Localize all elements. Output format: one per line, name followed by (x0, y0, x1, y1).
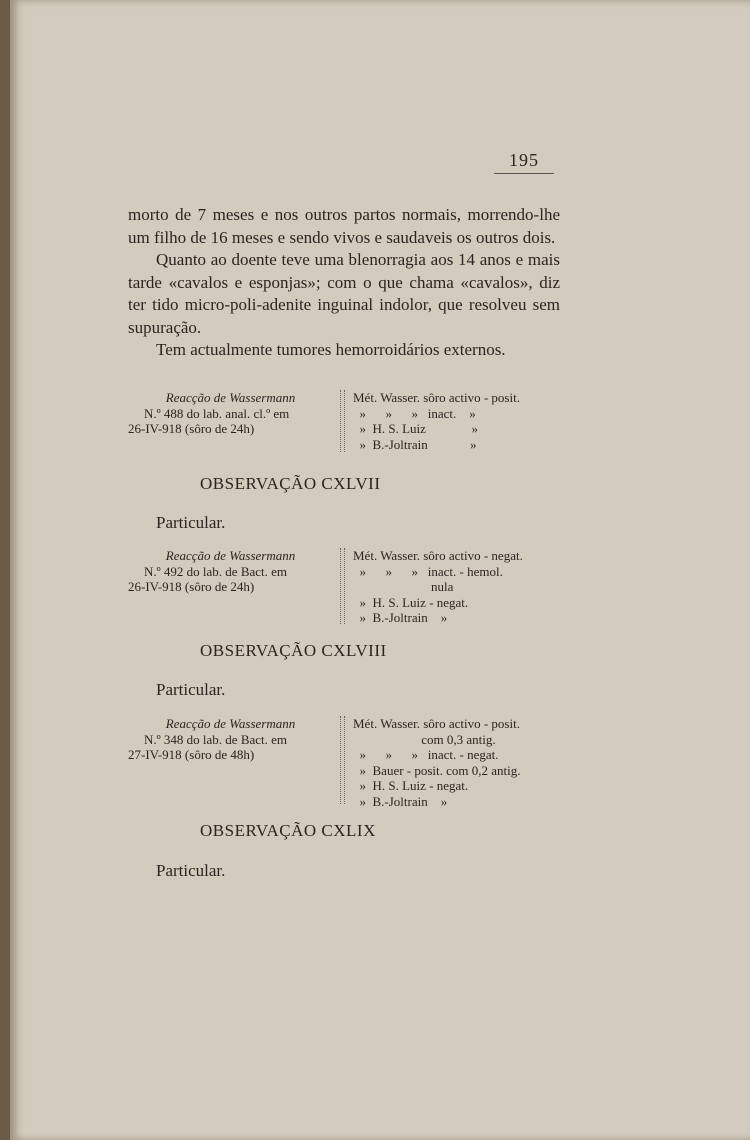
page-number: 195 (494, 150, 554, 174)
result-line: nula (353, 579, 454, 594)
reaction-lab-number: N.º 348 do lab. de Bact. em (144, 731, 288, 747)
reaction-lab-number: N.º 488 do lab. anal. cl.º em (144, 405, 290, 421)
result-line: » » » inact. - hemol. (353, 563, 503, 579)
reaction-sample-info (128, 390, 333, 437)
result-line: » Bauer - posit. com 0,2 antig. (353, 762, 521, 778)
reaction-sample-info (128, 548, 333, 595)
observation-heading: OBSERVAÇÃO CXLVIII (200, 641, 387, 660)
result-line: » B.-Joltrain » (353, 793, 448, 809)
result-line: » » » inact. » (353, 405, 476, 421)
result-line: » B.-Joltrain » (353, 436, 477, 452)
reaction-title: Reacção de Wassermann (165, 390, 296, 405)
dotted-divider (340, 716, 345, 804)
observation-text: Particular. (156, 861, 226, 880)
observation-heading: OBSERVAÇÃO CXLVII (200, 474, 381, 493)
result-line: » » » inact. - negat. (353, 747, 499, 762)
result-line: Mét. Wasser. sôro activo - posit. (353, 716, 520, 731)
reaction-date: 26-IV-918 (sôro de 24h) (128, 579, 255, 594)
reaction-results (353, 390, 565, 452)
paragraph: Tem actualmente tumores hemorroidários externos. (156, 340, 506, 359)
paragraph: morto de 7 meses e nos outros partos normais, morrendo-lhe um filho de 16 meses e sendo vivos e saudaveis os outros dois. (128, 205, 560, 247)
reaction-sample-info (128, 716, 333, 763)
reaction-date: 27-IV-918 (sôro de 48h) (128, 747, 255, 762)
observation-text: Particular. (156, 513, 226, 532)
reaction-date: 26-IV-918 (sôro de 24h) (128, 421, 255, 436)
observation-heading: OBSERVAÇÃO CXLIX (200, 821, 376, 840)
reaction-title: Reacção de Wassermann (165, 716, 296, 731)
result-line: com 0,3 antig. (353, 731, 496, 747)
reaction-title: Reacção de Wassermann (165, 548, 296, 563)
reaction-lab-number: N.º 492 do lab. de Bact. em (144, 563, 288, 579)
reaction-results (353, 548, 565, 626)
reaction-results (353, 716, 565, 809)
result-line: » H. S. Luiz » (353, 421, 478, 436)
dotted-divider (340, 390, 345, 452)
result-line: Mét. Wasser. sôro activo - posit. (353, 390, 520, 405)
result-line: » H. S. Luiz - negat. (353, 594, 469, 610)
book-page (10, 0, 750, 1140)
result-line: » H. S. Luiz - negat. (353, 778, 469, 793)
body-text (128, 204, 560, 362)
dotted-divider (340, 548, 345, 624)
paragraph: Quanto ao doente teve uma blenorragia aos 14 anos e mais tarde «cavalos e esponjas»; com o que chama «cavalos», diz ter tido micro-poli-adenite inguinal indolor, que resolveu sem supuração. (128, 250, 560, 337)
result-line: Mét. Wasser. sôro activo - negat. (353, 548, 523, 563)
observation-text: Particular. (156, 680, 226, 699)
result-line: » B.-Joltrain » (353, 610, 448, 625)
